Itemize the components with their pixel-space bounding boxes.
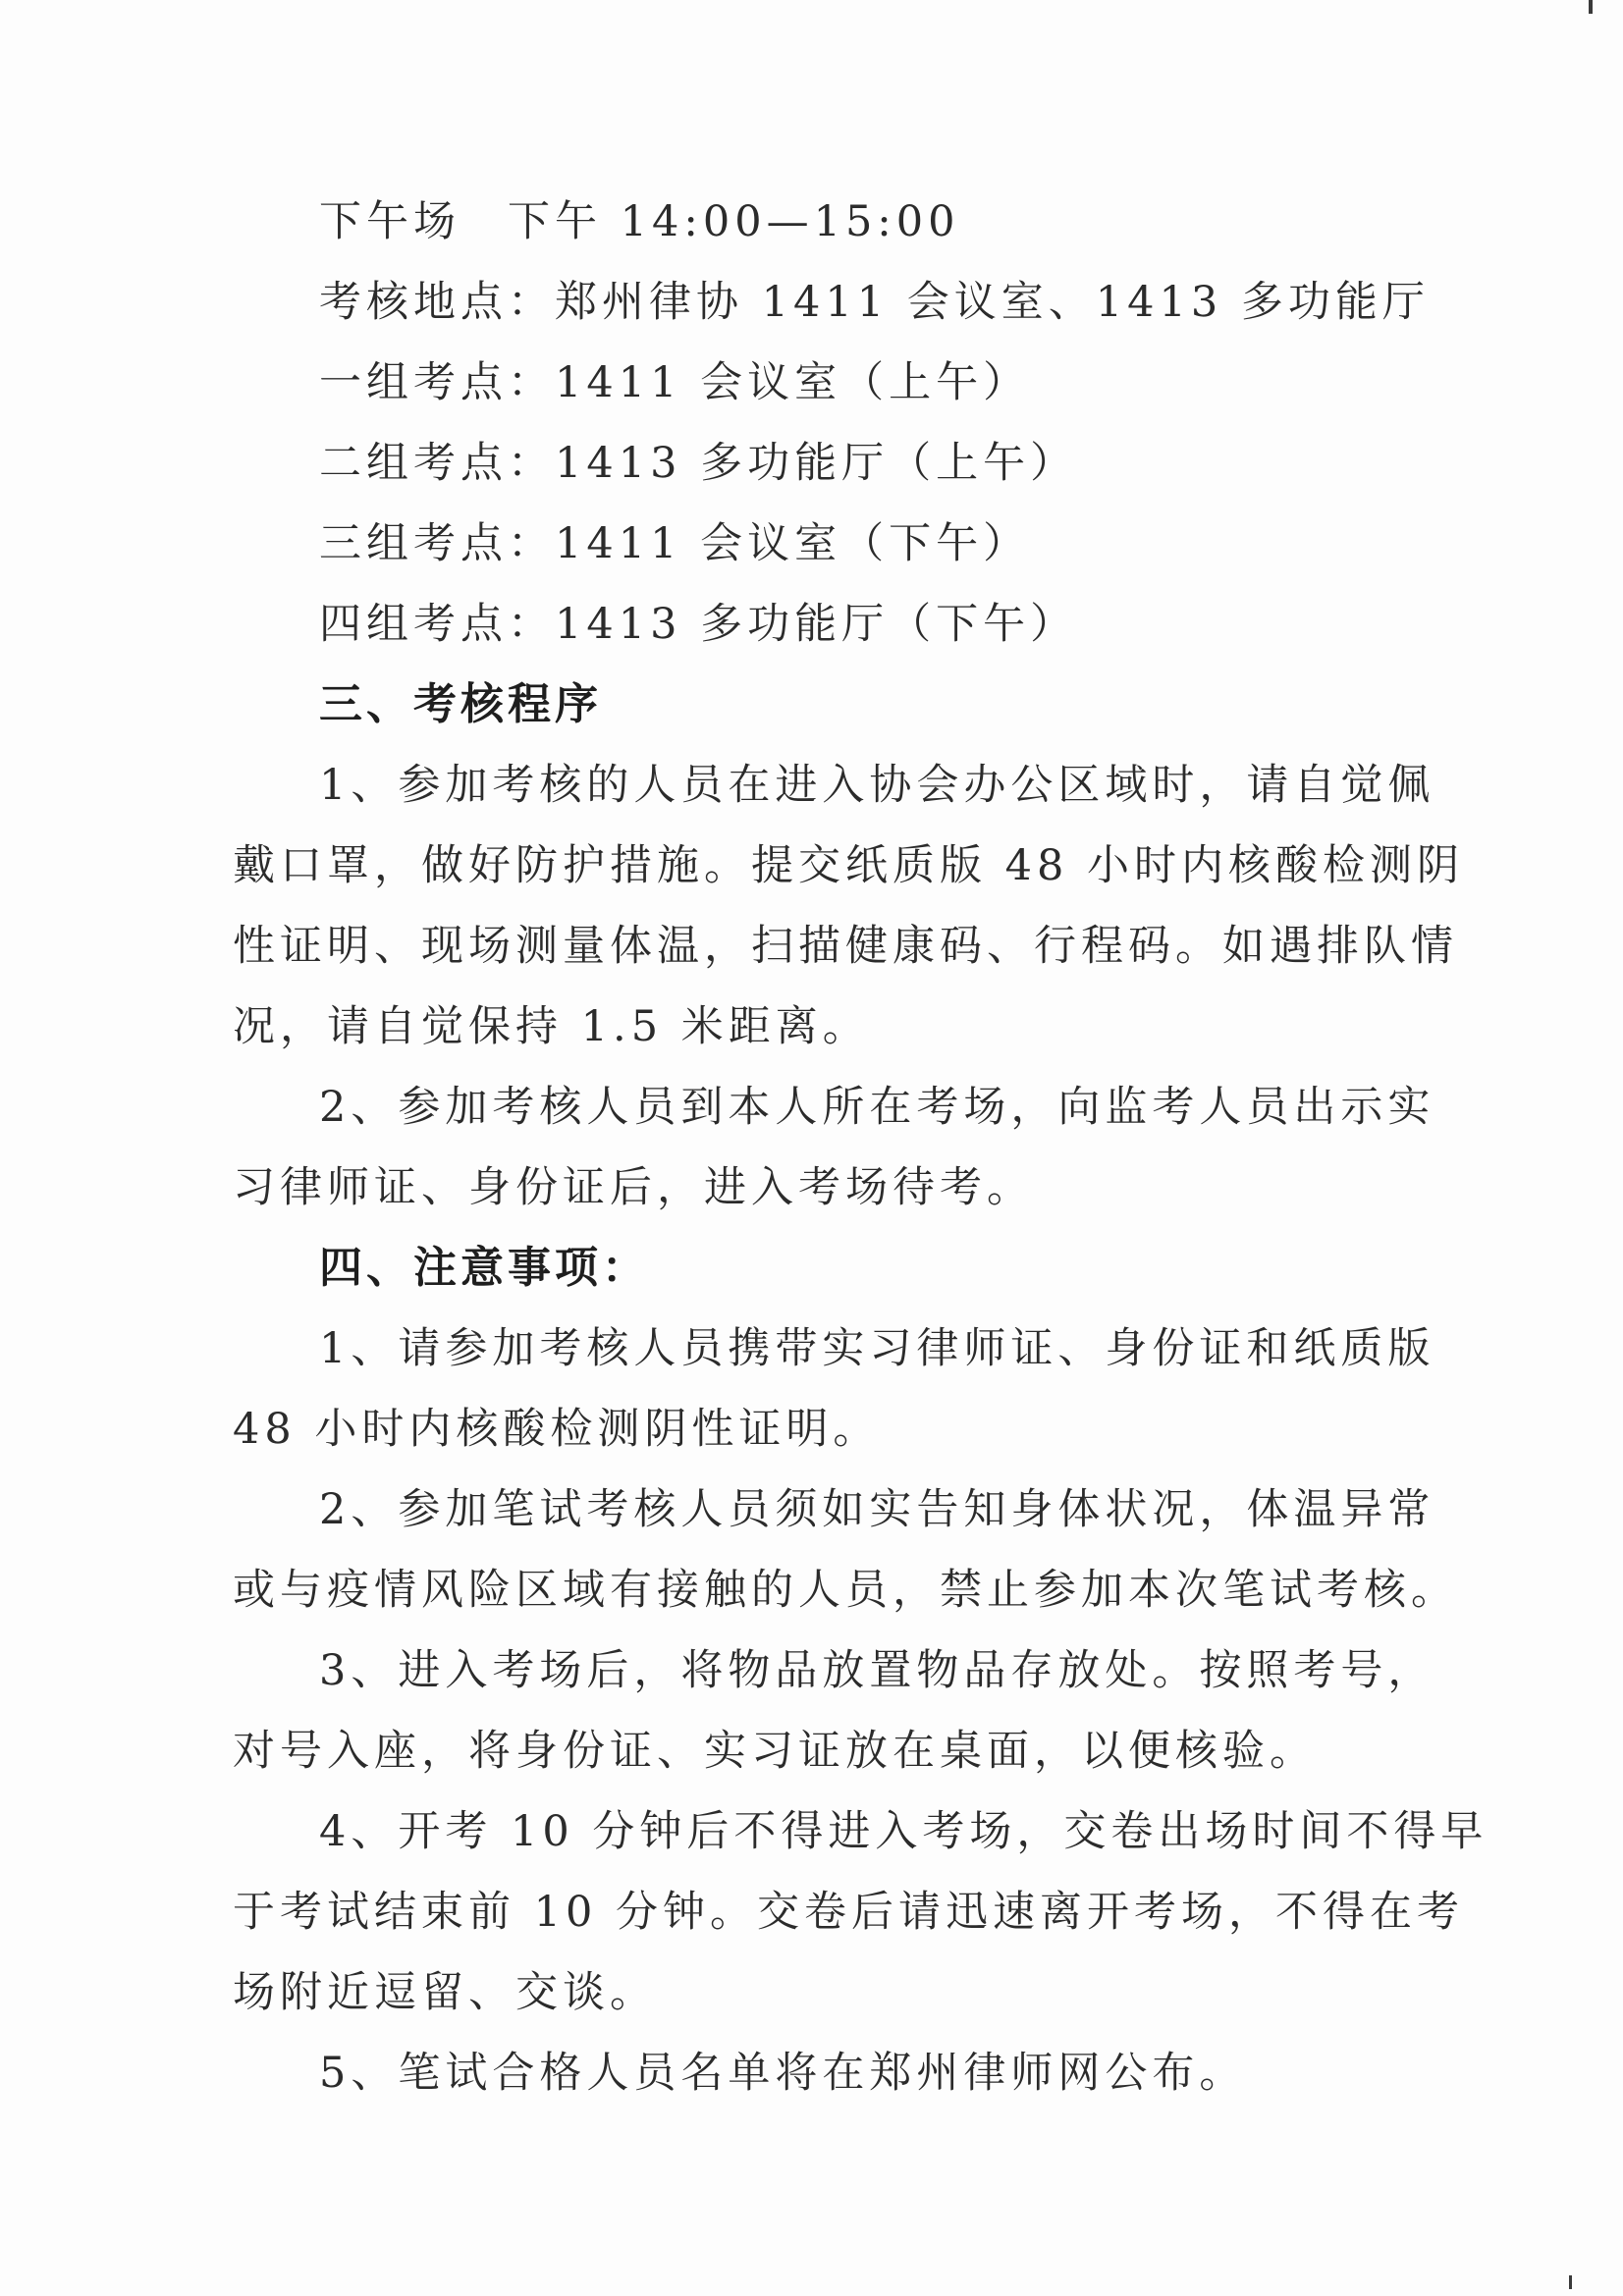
section-4-item-5-line-1: 5、笔试合格人员名单将在郑州律师网公布。 [319, 2049, 1247, 2098]
section-4-item-2-line-1: 2、参加笔试考核人员须如实告知身体状况，体温异常 [319, 1485, 1435, 1534]
group-3-venue: 三组考点：1411 会议室（下午） [319, 519, 1031, 568]
group-1-venue: 一组考点：1411 会议室（上午） [319, 358, 1031, 407]
group-4-venue: 四组考点：1413 多功能厅（下午） [319, 600, 1078, 649]
section-4-heading: 四、注意事项： [319, 1243, 649, 1293]
section-4-item-4-line-1: 4、开考 10 分钟后不得进入考场，交卷出场时间不得早 [319, 1807, 1488, 1856]
section-3-item-1-line-1: 1、参加考核的人员在进入协会办公区域时，请自觉佩 [319, 761, 1435, 810]
section-4-item-2-line-2: 或与疫情风险区域有接触的人员，禁止参加本次笔试考核。 [233, 1566, 1458, 1615]
section-3-item-2-line-2: 习律师证、身份证后，进入考场待考。 [233, 1163, 1034, 1212]
section-3-item-1-line-3: 性证明、现场测量体温，扫描健康码、行程码。如遇排队情 [233, 922, 1458, 971]
section-4-item-3-line-1: 3、进入考场后，将物品放置物品存放处。按照考号， [319, 1646, 1435, 1695]
afternoon-session-line: 下午场 下午 14:00—15:00 [319, 197, 960, 246]
section-3-item-1-line-4: 况，请自觉保持 1.5 米距离。 [233, 1002, 870, 1051]
section-4-item-4-line-2: 于考试结束前 10 分钟。交卷后请迅速离开考场，不得在考 [233, 1888, 1465, 1937]
section-3-item-2-line-1: 2、参加考核人员到本人所在考场，向监考人员出示实 [319, 1083, 1435, 1132]
group-2-venue: 二组考点：1413 多功能厅（上午） [319, 439, 1078, 488]
section-4-item-4-line-3: 场附近逗留、交谈。 [233, 1968, 657, 2017]
exam-venue-line: 考核地点：郑州律协 1411 会议室、1413 多功能厅 [319, 278, 1430, 327]
section-4-item-3-line-2: 对号入座，将身份证、实习证放在桌面，以便核验。 [233, 1727, 1317, 1776]
scan-corner-mark [1569, 2275, 1572, 2289]
section-4-item-1-line-2: 48 小时内核酸检测阴性证明。 [233, 1405, 881, 1454]
section-3-item-1-line-2: 戴口罩，做好防护措施。提交纸质版 48 小时内核酸检测阴 [233, 841, 1465, 890]
section-4-item-1-line-1: 1、请参加考核人员携带实习律师证、身份证和纸质版 [319, 1324, 1435, 1373]
scan-edge-mark [1589, 0, 1593, 14]
section-3-heading: 三、考核程序 [319, 679, 602, 729]
